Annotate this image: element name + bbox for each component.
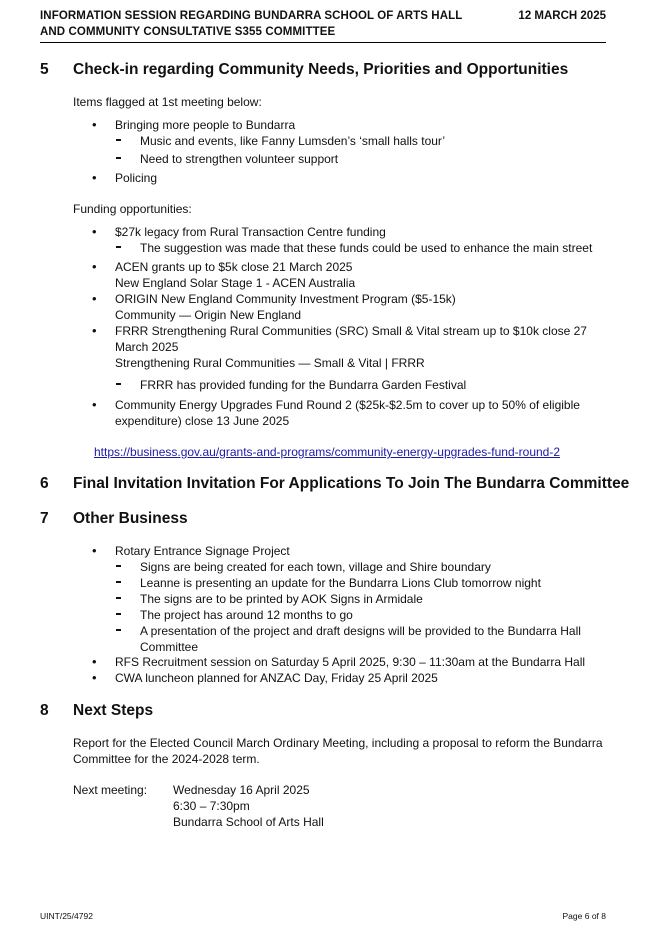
list-item-detail: Strengthening Rural Communities — Small & Vital | FRRR <box>115 356 425 370</box>
next-meeting-label: Next meeting: <box>73 783 148 797</box>
list-item: Rotary Entrance Signage Project <box>115 544 290 558</box>
footer-reference: UINT/25/4792 <box>40 911 93 921</box>
header-title: INFORMATION SESSION REGARDING BUNDARRA SCHOOL OF ARTS HALL AND COMMUNITY CONSULTATIVE S355 COMMITTEE <box>40 10 463 38</box>
list-item-detail: New England Solar Stage 1 - ACEN Australia <box>115 276 356 290</box>
list-item: FRRR has provided funding for the Bundarra Garden Festival <box>140 378 467 392</box>
sub-bullet <box>116 157 121 159</box>
list-item: FRRR Strengthening Rural Communities (SRC) Small & Vital stream up to $10k close 27 March 2025 <box>115 324 587 354</box>
funding-heading: Funding opportunities: <box>73 202 192 216</box>
bullet: • <box>92 397 97 412</box>
footer-page-number: Page 6 of 8 <box>562 911 606 921</box>
section-number: 7 <box>40 510 49 527</box>
bullet: • <box>92 543 97 558</box>
sub-bullet <box>116 383 121 385</box>
list-item: Leanne is presenting an update for the Bundarra Lions Club tomorrow night <box>140 576 541 590</box>
list-item: ACEN grants up to $5k close 21 March 2025 <box>115 260 353 274</box>
bullet: • <box>92 224 97 239</box>
page-header <box>40 9 606 43</box>
bullet: • <box>92 259 97 274</box>
report-text: Report for the Elected Council March Ordinary Meeting, including a proposal to reform the Bundarra Committee for the 2024-2028 term. <box>73 736 603 766</box>
grant-link[interactable]: https://business.gov.au/grants-and-programs/community-energy-upgrades-fund-round-2 <box>94 445 561 459</box>
section-number: 6 <box>40 475 49 492</box>
list-item: Signs are being created for each town, village and Shire boundary <box>140 560 491 574</box>
section-number: 8 <box>40 702 49 719</box>
list-item: $27k legacy from Rural Transaction Centre funding <box>115 225 386 239</box>
list-item: Bringing more people to Bundarra <box>115 118 296 132</box>
list-item: Music and events, like Fanny Lumsden’s ‘small halls tour’ <box>140 134 446 148</box>
list-item: Community Energy Upgrades Fund Round 2 ($25k-$2.5m to cover up to 50% of eligible expenditure) close 13 June 2025 <box>115 398 580 428</box>
list-item: Policing <box>115 171 158 185</box>
list-item: The suggestion was made that these funds could be used to enhance the main street <box>140 241 593 255</box>
section-title: Check-in regarding Community Needs, Priorities and Opportunities <box>73 61 569 78</box>
bullet: • <box>92 170 97 185</box>
sub-bullet <box>116 581 121 583</box>
header-date: 12 MARCH 2025 <box>518 10 606 22</box>
section-title: Other Business <box>73 510 188 527</box>
bullet: • <box>92 291 97 306</box>
list-item: RFS Recruitment session on Saturday 5 April 2025, 9:30 – 11:30am at the Bundarra Hall <box>115 655 586 669</box>
section-7-heading <box>40 509 606 529</box>
section-title: Next Steps <box>73 702 154 719</box>
section-number: 5 <box>40 61 49 78</box>
list-item: ORIGIN New England Community Investment Program ($5-15k) <box>115 292 456 306</box>
list-item: CWA luncheon planned for ANZAC Day, Friday 25 April 2025 <box>115 671 438 685</box>
section-6-heading <box>40 474 630 494</box>
sub-bullet <box>116 597 121 599</box>
list-item: A presentation of the project and draft designs will be provided to the Bundarra Hall Committee <box>140 624 581 654</box>
bullet: • <box>92 670 97 685</box>
section-8-heading <box>40 701 606 721</box>
bullet: • <box>92 323 97 338</box>
sub-bullet <box>116 565 121 567</box>
list-item: The project has around 12 months to go <box>140 608 353 622</box>
section-5-heading <box>40 60 606 80</box>
bullet: • <box>92 654 97 669</box>
sub-bullet <box>116 246 121 248</box>
sub-bullet <box>116 139 121 141</box>
next-meeting-time: 6:30 – 7:30pm <box>173 799 250 813</box>
list-item: Need to strengthen volunteer support <box>140 152 339 166</box>
bullet: • <box>92 117 97 132</box>
next-meeting-date: Wednesday 16 April 2025 <box>173 783 310 797</box>
next-meeting-venue: Bundarra School of Arts Hall <box>173 815 324 829</box>
sub-bullet <box>116 613 121 615</box>
list-item: The signs are to be printed by AOK Signs in Armidale <box>140 592 423 606</box>
section-5-intro: Items flagged at 1st meeting below: <box>73 95 262 109</box>
list-item-detail: Community — Origin New England <box>115 308 302 322</box>
section-title: Final Invitation Invitation For Applications To Join The Bundarra Committee <box>73 475 630 492</box>
sub-bullet <box>116 629 121 631</box>
